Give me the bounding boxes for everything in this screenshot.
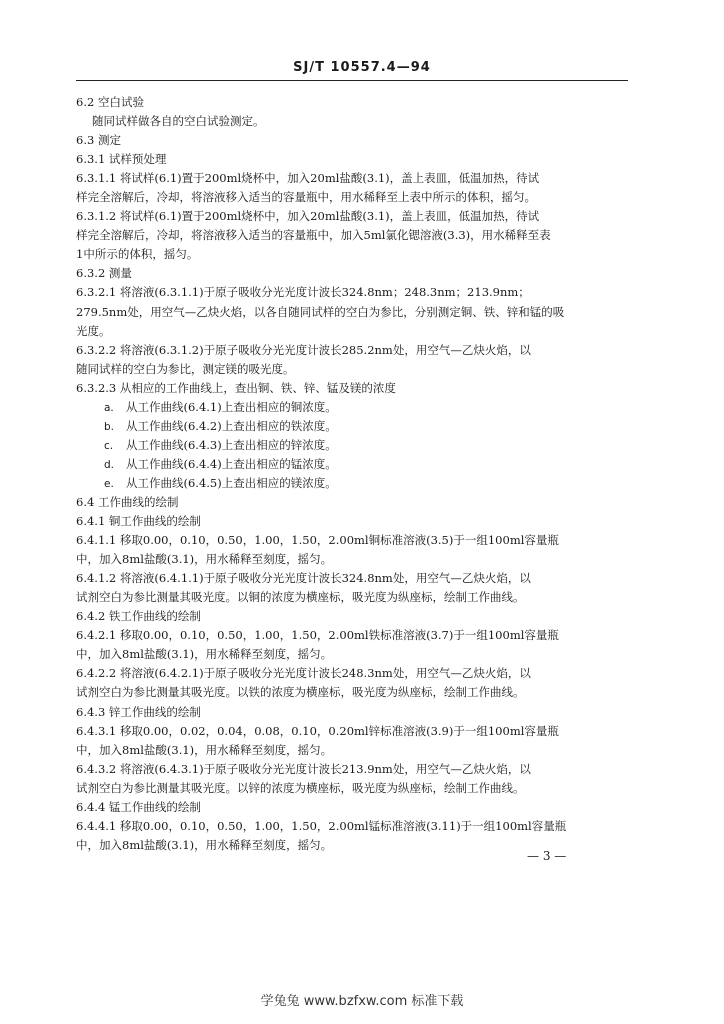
- list-item: [76, 398, 636, 417]
- section-heading: 6.4.3 锌工作曲线的绘制: [76, 704, 201, 719]
- list-item-letter: b.: [104, 420, 115, 433]
- list-item: [76, 417, 636, 436]
- list-item-text: 从工作曲线(6.4.5)上查出相应的镁浓度。: [126, 475, 337, 490]
- paragraph-line: 6.4.3.1 移取0.00，0.02，0.04，0.08，0.10，0.20ml锌标准溶液(3.9)于一组100ml容量瓶: [76, 723, 559, 738]
- paragraph-line: 6.4.4.1 移取0.00，0.10，0.50，1.00，1.50，2.00ml锰标准溶液(3.11)于一组100ml容量瓶: [76, 818, 567, 833]
- paragraph-line: 6.4.3.2 将溶液(6.4.3.1)于原子吸收分光光度计波长213.9nm处，用空气—乙炔火焰，以: [76, 761, 531, 776]
- list-item-letter: d.: [104, 458, 115, 471]
- paragraph-line: 样完全溶解后，冷却，将溶液移入适当的容量瓶中，用水稀释至上表中所示的体积，摇匀。: [76, 190, 536, 205]
- paragraph-line: 6.3.2.1 将溶液(6.3.1.1)于原子吸收分光光度计波长324.8nm；248.3nm；213.9nm；: [76, 285, 530, 300]
- list-item-text: 从工作曲线(6.4.4)上查出相应的锰浓度。: [126, 456, 337, 471]
- paragraph-line: 中，加入8ml盐酸(3.1)，用水稀释至刻度，摇匀。: [76, 552, 333, 567]
- list-item-letter: c.: [104, 439, 114, 452]
- section-heading: 6.2 空白试验: [76, 95, 144, 109]
- list-item-letter: a.: [104, 401, 114, 414]
- paragraph-line: 试剂空白为参比测量其吸光度。以铜的浓度为横座标，吸光度为纵座标，绘制工作曲线。: [76, 590, 525, 605]
- paragraph-line: 6.4.1.1 移取0.00，0.10，0.50，1.00，1.50，2.00ml铜标准溶液(3.5)于一组100ml容量瓶: [76, 533, 559, 548]
- watermark-footer: 学兔兔 www.bzfxw.com 标准下载: [260, 994, 464, 1009]
- paragraph-line: 6.3.1.1 将试样(6.1)置于200ml烧杯中，加入20ml盐酸(3.1)，盖上表皿，低温加热，待试: [76, 171, 540, 186]
- document-body: [76, 93, 636, 855]
- section-heading: 6.4.1 铜工作曲线的绘制: [76, 514, 201, 529]
- paragraph-line: 中，加入8ml盐酸(3.1)，用水稀释至刻度，摇匀。: [76, 742, 333, 757]
- standard-code-header: SJ/T 10557.4—94: [293, 60, 431, 75]
- paragraph-line: 6.3.2.2 将溶液(6.3.1.2)于原子吸收分光光度计波长285.2nm处，用空气—乙炔火焰，以: [76, 342, 531, 357]
- list-item: [76, 455, 636, 474]
- paragraph-line: 试剂空白为参比测量其吸光度。以锌的浓度为横座标，吸光度为纵座标，绘制工作曲线。: [76, 780, 525, 795]
- list-item-text: 从工作曲线(6.4.1)上查出相应的铜浓度。: [126, 399, 337, 414]
- paragraph-line: 6.4.1.2 将溶液(6.4.1.1)于原子吸收分光光度计波长324.8nm处，用空气—乙炔火焰，以: [76, 571, 531, 586]
- section-heading: 6.4.4 锰工作曲线的绘制: [76, 799, 201, 814]
- list-item: [76, 474, 636, 493]
- paragraph-line: 6.3.1.2 将试样(6.1)置于200ml烧杯中，加入20ml盐酸(3.1)，盖上表皿，低温加热，待试: [76, 209, 540, 224]
- paragraph-line: 样完全溶解后，冷却，将溶液移入适当的容量瓶中，加入5ml氯化锶溶液(3.3)，用水稀释至表: [76, 228, 551, 243]
- section-heading: 6.4 工作曲线的绘制: [76, 494, 179, 509]
- paragraph-line: 6.4.2.2 将溶液(6.4.2.1)于原子吸收分光光度计波长248.3nm处，用空气—乙炔火焰，以: [76, 666, 531, 681]
- paragraph-line: 6.4.2.1 移取0.00，0.10，0.50，1.00，1.50，2.00ml铁标准溶液(3.7)于一组100ml容量瓶: [76, 628, 559, 643]
- paragraph-line: 随同试样的空白为参比，测定镁的吸光度。: [76, 361, 295, 376]
- header-rule: [76, 80, 628, 81]
- list-item-text: 从工作曲线(6.4.3)上查出相应的锌浓度。: [126, 437, 337, 452]
- section-heading: 6.3.1 试样预处理: [76, 152, 167, 167]
- paragraph-line: 随同试样做各自的空白试验测定。: [92, 114, 265, 129]
- paragraph-line: 试剂空白为参比测量其吸光度。以铁的浓度为横座标，吸光度为纵座标，绘制工作曲线。: [76, 685, 525, 700]
- list-item: [76, 436, 636, 455]
- paragraph-line: 光度。: [76, 323, 111, 338]
- paragraph-line: 中，加入8ml盐酸(3.1)，用水稀释至刻度，摇匀。: [76, 837, 333, 852]
- paragraph-line: 279.5nm处，用空气—乙炔火焰，以各自随同试样的空白为参比，分别测定铜、铁、锌和锰的吸: [76, 304, 565, 319]
- list-item-text: 从工作曲线(6.4.2)上查出相应的铁浓度。: [126, 418, 337, 433]
- list-item-letter: e.: [104, 477, 114, 490]
- paragraph-line: 6.3.2.3 从相应的工作曲线上，查出铜、铁、锌、锰及镁的浓度: [76, 380, 396, 395]
- section-heading: 6.3 测定: [76, 133, 121, 148]
- paragraph-line: 中，加入8ml盐酸(3.1)，用水稀释至刻度，摇匀。: [76, 647, 333, 662]
- section-heading: 6.3.2 测量: [76, 266, 132, 281]
- paragraph-line: 1中所示的体积，摇匀。: [76, 247, 199, 262]
- page-number: — 3 —: [527, 849, 567, 863]
- section-heading: 6.4.2 铁工作曲线的绘制: [76, 609, 201, 624]
